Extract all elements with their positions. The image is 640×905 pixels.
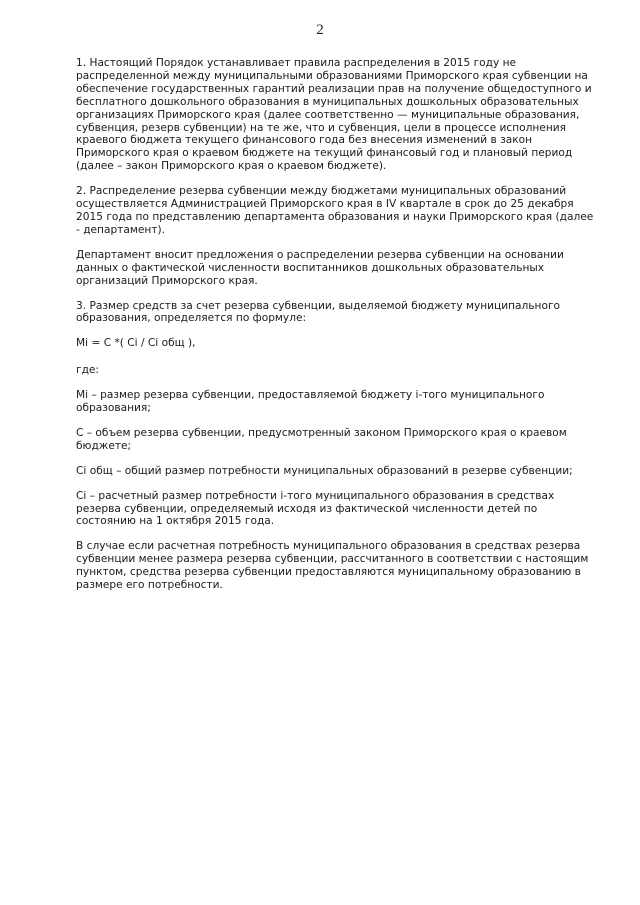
definition-mi: Mi – размер резерва субвенции, предоставляемой бюджету i-того муниципального образования;	[76, 389, 545, 415]
page-number: 2	[316, 22, 324, 38]
paragraph-insufficient-need: В случае если расчетная потребность муниципального образования в средствах резерва субвенции менее размера резерва субвенции, рассчитанного в соответствии с настоящим пунктом, средства резерва субвенции предоставляются муниципальному образованию в размере его потребности.	[76, 540, 589, 592]
paragraph-3-amount: 3. Размер средств за счет резерва субвенции, выделяемой бюджету муниципального образования, определяется по формуле:	[76, 299, 561, 325]
definition-ci: Ci – расчетный размер потребности i-того муниципального образования в средствах резерва субвенции, определяемый исходя из фактической численности детей по состоянию на 1 октября 2015 года.	[76, 489, 555, 528]
formula-where-label: где:	[76, 364, 99, 377]
paragraph-department-proposals: Департамент вносит предложения о распределении резерва субвенции на основании данных о фактической численности воспитанников дошкольных образовательных организаций Приморского края.	[76, 248, 564, 287]
paragraph-1-scope: 1. Настоящий Порядок устанавливает правила распределения в 2015 году не распределенной между муниципальными образованиями Приморского края субвенции на обеспечение государственных гарантий реализации прав на получение общедоступного и бесплатного дошкольного образования в муниципальных дошкольных образовательных организациях Приморского края (далее соответственно — муниципальные образования, субвенция, резерв субвенции) на те же, что и субвенция, цели в процессе исполнения краевого бюджета текущего финансового года без внесения изменений в закон Приморского края о краевом бюджете на текущий финансовый год и плановый период (далее – закон Приморского края о краевом бюджете).	[76, 57, 592, 173]
paragraph-2-distribution: 2. Распределение резерва субвенции между бюджетами муниципальных образований осуществляется Администрацией Приморского края в IV квартале в срок до 25 декабря 2015 года по представлению департамента образования и науки Приморского края (далее - департамент).	[76, 185, 594, 236]
definition-ci-total: Ci общ – общий размер потребности муниципальных образований в резерве субвенции;	[76, 464, 573, 477]
formula: Mi = C *( Ci / Ci общ ),	[76, 337, 196, 350]
definition-c: C – объем резерва субвенции, предусмотренный законом Приморского края о краевом бюджете;	[76, 426, 567, 452]
document-body	[76, 57, 596, 604]
